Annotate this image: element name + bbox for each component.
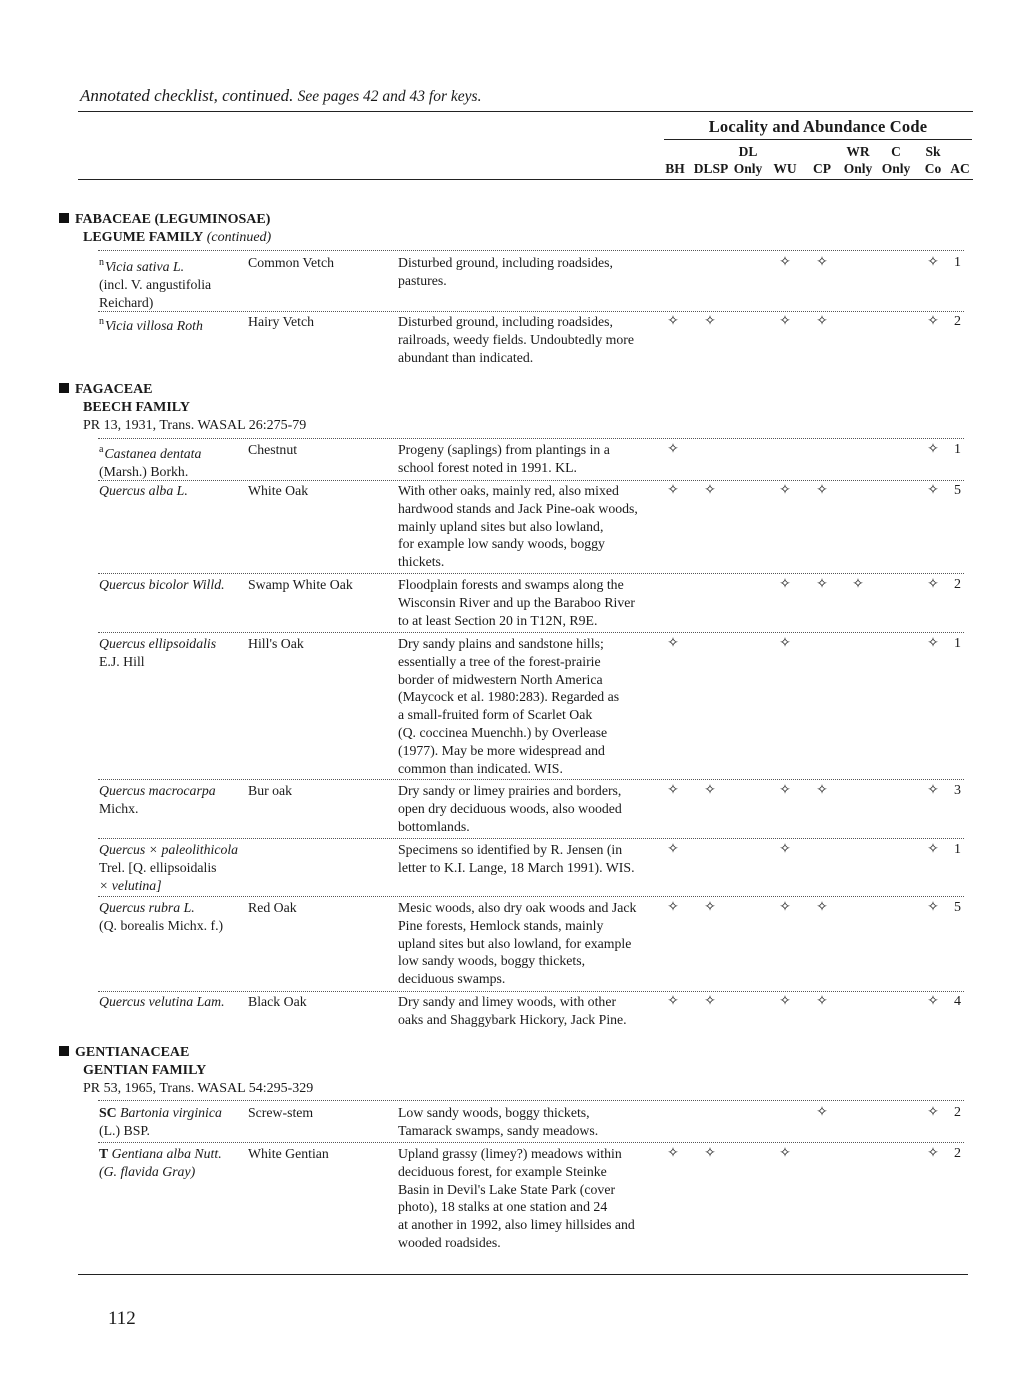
top-rule [78,111,973,112]
locality-mark-icon: ✧ [667,1146,679,1161]
abundance-code: 3 [954,783,961,798]
common-name: Black Oak [248,994,307,1009]
locality-mark-icon: ✧ [667,636,679,651]
family-reference: PR 13, 1931, Trans. WASAL 26:275-79 [83,418,307,433]
locality-mark-icon: ✧ [816,577,828,592]
locality-mark-icon: ✧ [667,994,679,1009]
locality-mark-icon: ✧ [927,1146,939,1161]
locality-mark-icon: ✧ [816,483,828,498]
locality-mark-icon: ✧ [667,314,679,329]
scientific-name: Quercus rubra L. (Q. borealis Michx. f.) [99,900,224,933]
habitat-note: Disturbed ground, including roadsides, pastures. [398,255,613,288]
habitat-note: Low sandy woods, boggy thickets, Tamarack swamps, sandy meadows. [398,1105,599,1138]
locality-mark-icon: ✧ [927,577,939,592]
locality-mark-icon: ✧ [927,783,939,798]
common-name: Hill's Oak [248,636,304,651]
habitat-note: Dry sandy plains and sandstone hills; essentially a tree of the forest-prairie border of midwestern North America (Maycock et al. 1980:283). Regarded as a small-fruited form of Scarlet Oak (Q. coccinea Muenchh.) by Overlease (1977). May be more widespread and common than indicated. WIS. [398,636,620,776]
row-separator [98,896,964,897]
col-wu: WU [773,161,797,176]
locality-mark-icon: ✧ [667,483,679,498]
locality-mark-icon: ✧ [927,900,939,915]
locality-header-rule [664,139,972,140]
locality-mark-icon: ✧ [704,314,716,329]
col-wr-only: WR Only [843,144,873,176]
scientific-name: Quercus macrocarpa Michx. [99,783,216,816]
common-name: Common Vetch [248,255,334,270]
scientific-name: T Gentiana alba Nutt. (G. flavida Gray) [99,1146,222,1179]
locality-mark-icon: ✧ [704,1146,716,1161]
locality-mark-icon: ✧ [779,314,791,329]
title-text: Annotated checklist, continued. [80,86,294,105]
common-name: Red Oak [248,900,297,915]
abundance-code: 2 [954,577,961,592]
row-separator [98,480,964,481]
locality-mark-icon: ✧ [779,577,791,592]
locality-mark-icon: ✧ [816,783,828,798]
locality-mark-icon: ✧ [927,255,939,270]
locality-mark-icon: ✧ [816,994,828,1009]
common-name: White Oak [248,483,309,498]
abundance-code: 5 [954,483,961,498]
locality-mark-icon: ✧ [779,1146,791,1161]
locality-mark-icon: ✧ [816,314,828,329]
common-name: Bur oak [248,783,293,798]
header-bottom-rule [78,179,973,180]
page-title [80,86,481,106]
habitat-note: Floodplain forests and swamps along the Wisconsin River and up the Baraboo River to at least Section 20 in T12N, R9E. [398,577,636,628]
scientific-name: $^n$Vicia sativa L. (incl. V. angustifolia Reichard) [99,257,212,310]
col-dl-only: DL Only [733,144,763,176]
locality-mark-icon: ✧ [779,483,791,498]
row-separator [98,573,964,574]
family-heading: FAGACEAE [59,381,153,399]
locality-mark-icon: ✧ [704,900,716,915]
locality-mark-icon: ✧ [816,255,828,270]
row-separator [98,779,964,780]
bottom-rule [78,1274,968,1275]
page-number: 112 [108,1308,136,1329]
scientific-name: SC Bartonia virginica (L.) BSP. [99,1105,222,1138]
habitat-note: With other oaks, mainly red, also mixed hardwood stands and Jack Pine-oak woods, mainly upland sites but also lowland, for example low sandy woods, boggy thickets. [398,483,638,570]
habitat-note: Dry sandy and limey woods, with other oaks and Shaggybark Hickory, Jack Pine. [398,994,627,1027]
abundance-code: 2 [954,1105,961,1120]
col-dlsp: DLSP [693,161,729,176]
abundance-code: 1 [954,636,961,651]
locality-mark-icon: ✧ [779,994,791,1009]
bullet-square-icon [59,383,69,393]
row-separator [98,438,964,439]
bullet-square-icon [59,1046,69,1056]
common-name: White Gentian [248,1146,329,1161]
col-c-only: C Only [881,144,911,176]
locality-mark-icon: ✧ [779,842,791,857]
habitat-note: Specimens so identified by R. Jensen (in letter to K.I. Lange, 18 March 1991). WIS. [398,842,635,875]
col-cp: CP [813,161,831,176]
bullet-square-icon [59,213,69,223]
abundance-code: 2 [954,1146,961,1161]
locality-mark-icon: ✧ [927,994,939,1009]
family-common-name: GENTIAN FAMILY [83,1063,207,1078]
common-name: Chestnut [248,442,298,457]
scientific-name: Quercus alba L. [99,483,188,498]
keys-note: See pages 42 and 43 for keys. [297,88,482,105]
abundance-code: 1 [954,255,961,270]
row-separator [98,838,964,839]
locality-mark-icon: ✧ [779,636,791,651]
locality-mark-icon: ✧ [927,1105,939,1120]
locality-mark-icon: ✧ [852,577,864,592]
common-name: Screw-stem [248,1105,314,1120]
locality-mark-icon: ✧ [816,900,828,915]
locality-mark-icon: ✧ [667,900,679,915]
locality-mark-icon: ✧ [779,900,791,915]
common-name: Hairy Vetch [248,314,315,329]
col-sk-co: Sk Co [924,144,942,176]
family-reference: PR 53, 1965, Trans. WASAL 54:295-329 [83,1081,314,1096]
locality-mark-icon: ✧ [927,842,939,857]
family-common-name: BEECH FAMILY [83,400,190,415]
habitat-note: Mesic woods, also dry oak woods and Jack Pine forests, Hemlock stands, mainly upland sites but also lowland, for example low sandy woods, boggy thickets, deciduous swamps. [398,900,637,987]
abundance-code: 2 [954,314,961,329]
family-common-name: LEGUME FAMILY (continued) [83,230,272,245]
locality-mark-icon: ✧ [927,636,939,651]
abundance-code: 1 [954,442,961,457]
scientific-name: Quercus × paleolithicola Trel. [Q. ellipsoidalis × velutina] [99,842,239,893]
col-bh: BH [665,161,685,176]
locality-mark-icon: ✧ [927,483,939,498]
scientific-name: Quercus velutina Lam. [99,994,225,1009]
locality-mark-icon: ✧ [779,255,791,270]
locality-mark-icon: ✧ [816,1105,828,1120]
locality-header: Locality and Abundance Code [708,117,928,136]
locality-mark-icon: ✧ [667,783,679,798]
locality-mark-icon: ✧ [704,783,716,798]
row-separator [98,632,964,633]
locality-mark-icon: ✧ [667,842,679,857]
locality-mark-icon: ✧ [927,314,939,329]
family-heading: FABACEAE (LEGUMINOSAE) [59,211,270,229]
habitat-note: Upland grassy (limey?) meadows within deciduous forest, for example Steinke Basin in Devil's Lake State Park (cover photo), 18 stalks at one station and 24 at another in 1992, also limey hillsides and wooded roadsides. [398,1146,635,1250]
row-separator [98,991,964,992]
abundance-code: 4 [954,994,961,1009]
abundance-code: 5 [954,900,961,915]
scientific-name: Quercus ellipsoidalis E.J. Hill [99,636,217,669]
row-separator [98,1100,964,1101]
common-name: Swamp White Oak [248,577,353,592]
abundance-code: 1 [954,842,961,857]
scientific-name: $^n$Vicia villosa Roth [99,316,203,333]
habitat-note: Progeny (saplings) from plantings in a school forest noted in 1991. KL. [398,442,610,475]
row-separator [98,311,964,312]
habitat-note: Dry sandy or limey prairies and borders, open dry deciduous woods, also wooded bottomlands. [398,783,622,834]
locality-mark-icon: ✧ [667,442,679,457]
locality-mark-icon: ✧ [779,783,791,798]
scientific-name: Quercus bicolor Willd. [99,577,225,592]
scientific-name: $^a$Castanea dentata (Marsh.) Borkh. [99,444,202,479]
col-ac: AC [950,161,970,176]
locality-mark-icon: ✧ [927,442,939,457]
locality-mark-icon: ✧ [704,483,716,498]
locality-mark-icon: ✧ [704,994,716,1009]
habitat-note: Disturbed ground, including roadsides, railroads, weedy fields. Undoubtedly more abundant than indicated. [398,314,635,365]
row-separator [98,1142,964,1143]
row-separator [98,250,964,251]
family-heading: GENTIANACEAE [59,1044,189,1062]
